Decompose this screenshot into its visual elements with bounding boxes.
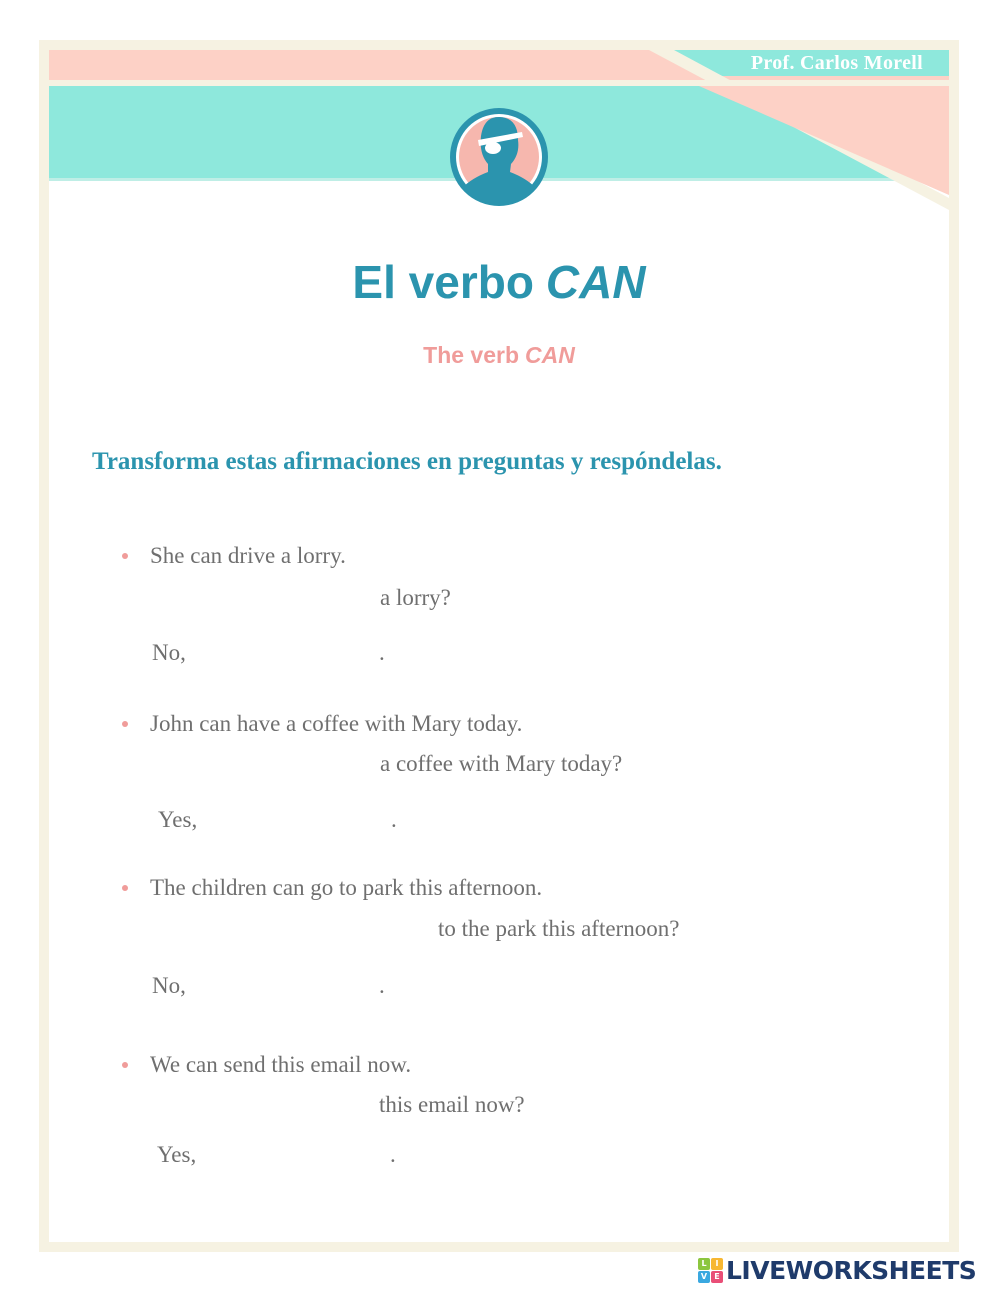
- exercise-statement: She can drive a lorry.: [150, 543, 346, 568]
- subtitle-emphasis: CAN: [525, 342, 575, 368]
- worksheet-page: [49, 50, 949, 1242]
- bullet-point: [122, 1062, 128, 1068]
- author-name: Prof. Carlos Morell: [750, 52, 923, 74]
- bullet-point: [122, 885, 128, 891]
- exercise-answer-start: No,: [152, 973, 186, 998]
- title-text: El verbo: [352, 256, 534, 308]
- logo-letter: I: [711, 1258, 723, 1270]
- exercise-question-tail: a coffee with Mary today?: [380, 751, 623, 776]
- liveworksheets-logo[interactable]: [698, 1256, 976, 1284]
- exercise-question-tail: to the park this afternoon?: [438, 916, 680, 941]
- instruction-text: Transforma estas afirmaciones en preguntas y respóndelas.: [92, 448, 722, 475]
- exercise-answer-end: .: [391, 807, 397, 832]
- subtitle-text: The verb: [423, 342, 520, 368]
- exercise-statement: The children can go to park this afternoon.: [150, 875, 543, 900]
- bullet-point: [122, 553, 128, 559]
- title-emphasis: CAN: [545, 256, 646, 308]
- exercise-answer-start: Yes,: [157, 1142, 197, 1167]
- logo-letter: E: [711, 1271, 723, 1283]
- exercise-question-tail: a lorry?: [380, 585, 451, 610]
- exercise-answer-end: .: [379, 640, 385, 665]
- logo-letter: V: [698, 1271, 710, 1283]
- logo-letter-grid: [698, 1258, 723, 1283]
- exercise-question-tail: this email now?: [379, 1092, 525, 1117]
- exercise-answer-end: .: [379, 973, 385, 998]
- person-with-eyepatch-icon: [448, 106, 550, 208]
- exercise-statement: John can have a coffee with Mary today.: [150, 711, 523, 736]
- page-title: [49, 255, 949, 309]
- page-subtitle: [49, 342, 949, 369]
- exercise-statement: We can send this email now.: [150, 1052, 412, 1077]
- bullet-point: [122, 721, 128, 727]
- logo-text: LIVEWORKSHEETS: [726, 1255, 977, 1285]
- exercise-answer-start: Yes,: [158, 807, 198, 832]
- exercise-answer-start: No,: [152, 640, 186, 665]
- logo-letter: L: [698, 1258, 710, 1270]
- exercise-answer-end: .: [390, 1142, 396, 1167]
